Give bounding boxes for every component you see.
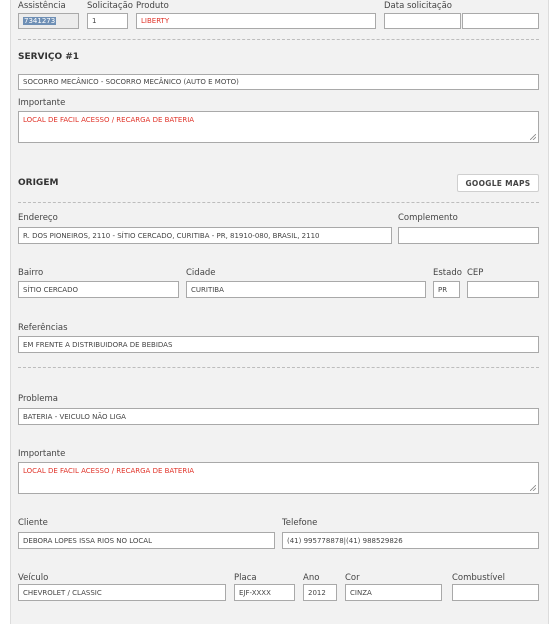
divider (18, 202, 539, 203)
complemento-field[interactable] (398, 227, 539, 244)
veiculo-field[interactable]: CHEVROLET / CLASSIC (18, 584, 226, 601)
cor-label: Cor (345, 573, 360, 583)
cep-field[interactable] (467, 281, 539, 298)
cor-field[interactable]: CINZA (345, 584, 442, 601)
hora-solicitacao-field[interactable] (462, 13, 539, 29)
data-solicitacao-field[interactable] (384, 13, 461, 29)
problema-importante-label: Importante (18, 449, 66, 459)
problema-label: Problema (18, 394, 58, 404)
bairro-field[interactable]: SÍTIO CERCADO (18, 281, 179, 298)
combustivel-field[interactable] (452, 584, 539, 601)
endereco-field[interactable]: R. DOS PIONEIROS, 2110 - SÍTIO CERCADO, CURITIBA - PR, 81910-080, BRASIL, 2110 (18, 227, 392, 244)
produto-field[interactable]: LIBERTY (136, 13, 376, 29)
resize-grip-icon[interactable] (530, 134, 536, 140)
data-solicitacao-label: Data solicitação (384, 1, 453, 11)
form-panel (10, 0, 549, 624)
telefone-field[interactable]: (41) 995778878|(41) 988529826 (282, 532, 539, 549)
ano-label: Ano (303, 573, 320, 583)
cliente-label: Cliente (18, 518, 48, 528)
origem-title: ORIGEM (18, 178, 59, 188)
estado-label: Estado (433, 268, 462, 278)
divider (18, 367, 539, 368)
solicitacao-label: Solicitação (87, 1, 133, 11)
solicitacao-field[interactable]: 1 (87, 13, 128, 29)
google-maps-button[interactable]: GOOGLE MAPS (457, 174, 539, 192)
problema-field[interactable]: BATERIA - VEICULO NÃO LIGA (18, 408, 539, 425)
servico-title: SERVIÇO #1 (18, 52, 80, 62)
produto-label: Produto (136, 1, 169, 11)
endereco-label: Endereço (18, 213, 58, 223)
placa-label: Placa (234, 573, 257, 583)
assistencia-label: Assistência (18, 1, 66, 11)
cidade-label: Cidade (186, 268, 216, 278)
resize-grip-icon[interactable] (530, 485, 536, 491)
servico-importante-textarea[interactable]: LOCAL DE FACIL ACESSO / RECARGA DE BATERIA (18, 111, 539, 143)
assistencia-field[interactable]: 7341273 (18, 13, 79, 29)
referencias-label: Referências (18, 323, 68, 333)
cliente-field[interactable]: DEBORA LOPES ISSA RIOS NO LOCAL (18, 532, 275, 549)
veiculo-label: Veículo (18, 573, 49, 583)
complemento-label: Complemento (398, 213, 458, 223)
telefone-label: Telefone (282, 518, 318, 528)
problema-importante-textarea[interactable]: LOCAL DE FACIL ACESSO / RECARGA DE BATERIA (18, 462, 539, 494)
ano-field[interactable]: 2012 (303, 584, 337, 601)
cidade-field[interactable]: CURITIBA (186, 281, 426, 298)
combustivel-label: Combustível (452, 573, 505, 583)
servico-importante-label: Importante (18, 98, 66, 108)
estado-field[interactable]: PR (433, 281, 460, 298)
divider (18, 39, 539, 40)
referencias-field[interactable]: EM FRENTE A DISTRIBUIDORA DE BEBIDAS (18, 336, 539, 353)
cep-label: CEP (467, 268, 484, 278)
bairro-label: Bairro (18, 268, 44, 278)
servico-field[interactable]: SOCORRO MECÂNICO - SOCORRO MECÂNICO (AUTO E MOTO) (18, 74, 539, 90)
placa-field[interactable]: EJF-XXXX (234, 584, 295, 601)
